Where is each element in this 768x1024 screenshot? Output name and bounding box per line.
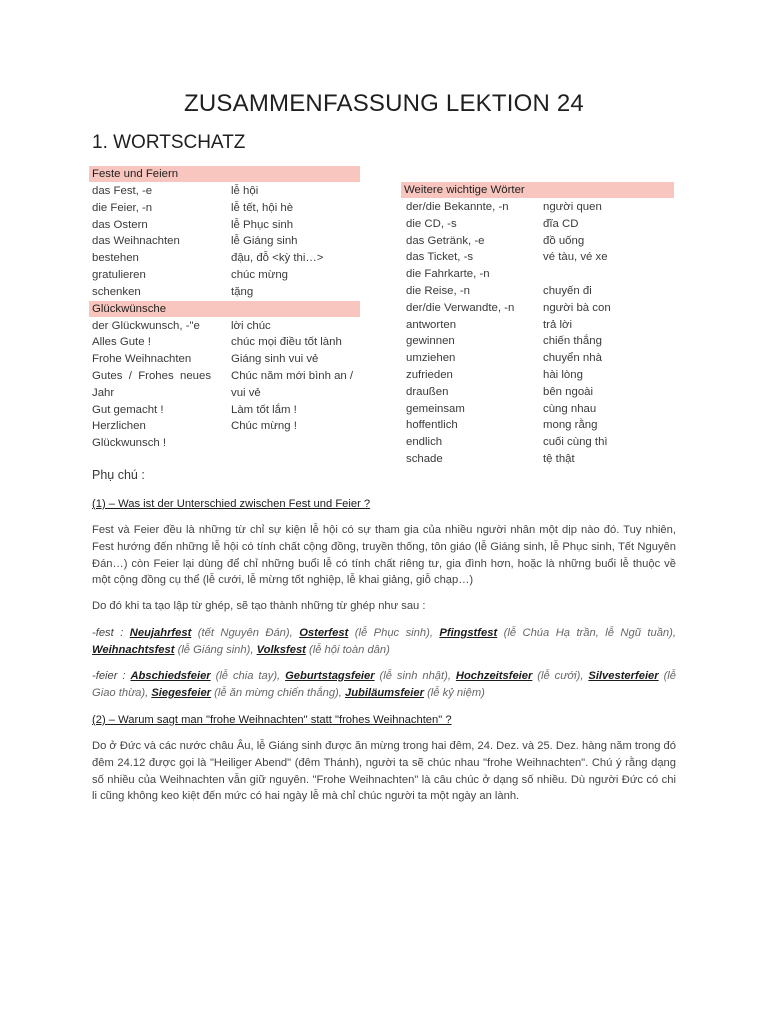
vocab-row <box>89 385 359 402</box>
compound-gloss: (lễ Phục sinh), <box>348 627 440 639</box>
paragraph-3: Do ở Đức và các nước châu Âu, lễ Giáng sinh được ăn mừng trong hai đêm, 24. Dez. và 25. Dez. hàng năm trong đó đêm 24.12 được gọi là "Heiliger Abend" (đêm Thánh), người ta sẽ chúc nhau "frohe Weihnachten". Chú ý rằng dạng số nhiều của Weihnachten vẫn giữ nguyên. "Frohe Weihnachten" là câu chúc ở dạng số nhiều. Dù người Đức có chi li cũng không keo kiệt đến mức có hai ngày lễ mà chỉ chúc người ta một ngày an lành. <box>92 740 676 803</box>
german-term: Herzlichen <box>92 420 146 433</box>
fest-compounds <box>92 625 676 659</box>
vocab-block-heading: Glückwünsche <box>89 301 360 317</box>
compound-word: Pfingstfest <box>439 627 498 639</box>
vocab-row <box>401 266 671 283</box>
compound-word: Osterfest <box>299 627 349 639</box>
vocab-row <box>89 351 359 368</box>
paragraph-2: Do đó khi ta tạo lập từ ghép, sẽ tạo thành những từ ghép như sau : <box>92 600 426 612</box>
german-term: Gut gemacht ! <box>92 403 164 416</box>
fest-lead: -fest : <box>92 627 130 639</box>
german-term: zufrieden <box>406 368 453 381</box>
compound-word: Siegesfeier <box>151 686 212 699</box>
compound-gloss: (lễ hội toàn dân) <box>305 643 390 656</box>
vietnamese-term: chúc mọi điều tốt lành <box>231 336 342 349</box>
compound-gloss: (lễ ăn mừng chiến thắng), <box>211 686 345 699</box>
vocab-row <box>89 267 359 284</box>
compound-word: Volksfest <box>256 643 306 656</box>
vocab-row <box>89 250 359 267</box>
german-term: Alles Gute ! <box>92 336 151 349</box>
german-term: Frohe Weihnachten <box>92 353 192 366</box>
vietnamese-term <box>543 266 671 283</box>
vietnamese-term: mong rằng <box>543 419 598 432</box>
vocab-column-left <box>89 166 359 452</box>
vocab-row <box>401 199 671 216</box>
feier-compounds <box>92 668 676 702</box>
compound-gloss: (tết Nguyên Đán), <box>191 627 300 639</box>
section-heading: 1. WORTSCHATZ <box>92 132 246 153</box>
compound-gloss: (lễ Giáng sinh), <box>174 643 257 656</box>
vietnamese-term: trả lời <box>543 318 572 331</box>
vocab-block-heading: Weitere wichtige Wörter <box>401 182 674 198</box>
vietnamese-term: chúc mừng <box>231 268 289 281</box>
german-term: draußen <box>406 385 449 398</box>
vietnamese-term: người quen <box>543 201 602 213</box>
vietnamese-term: Làm tốt lắm ! <box>231 403 297 416</box>
vocab-row <box>89 233 359 250</box>
vietnamese-term: lễ Phục sinh <box>231 218 294 231</box>
vietnamese-term: người bà con <box>543 301 611 314</box>
vietnamese-term: đồ uống <box>543 234 585 247</box>
vocab-row <box>89 200 359 217</box>
vocab-row <box>89 183 359 200</box>
vietnamese-term <box>231 435 359 452</box>
german-term: der/die Bekannte, -n <box>406 201 509 213</box>
vocab-row <box>401 434 671 451</box>
vietnamese-term: lễ tết, hội hè <box>231 201 294 214</box>
compound-gloss: (lễ Chúa Hạ trần, lễ Ngũ tuần), <box>497 627 676 639</box>
german-term: gewinnen <box>406 335 455 348</box>
vietnamese-term: cuối cùng thì <box>543 436 608 449</box>
german-term: hoffentlich <box>406 419 458 432</box>
german-term: die CD, -s <box>406 217 457 230</box>
compound-gloss: (lễ kỷ niệm) <box>423 686 485 699</box>
compound-word: Geburtstagsfeier <box>285 670 375 682</box>
paragraph-1: Fest và Feier đều là những từ chỉ sự kiện lễ hội có sự tham gia của nhiều người nhân một dịp nào đó. Tuy nhiên, Fest hướng đến những lễ hội có tính chất cộng đồng, truyền thống, tôn giáo (lễ Giáng sinh, lễ Phục sinh, Tết Nguyên Đán…) còn Feier lại dùng để chỉ những buổi lễ có tính chất riêng tư, gia đình hơn, hoặc là những buổi lễ thuộc về một cộng đồng cụ thể (lễ cưới, lễ mừng tốt nghiệp, lễ khai giảng, giỗ chạp…) <box>92 524 676 587</box>
vietnamese-term: chuyến đi <box>543 284 592 297</box>
german-term: endlich <box>406 436 443 449</box>
german-term: das Getränk, -e <box>406 234 485 247</box>
question-2 <box>92 712 676 729</box>
vietnamese-term: lễ hội <box>231 185 259 197</box>
compound-word: Abschiedsfeier <box>130 670 211 682</box>
german-term: Jahr <box>92 386 115 399</box>
vocab-block-heading: Feste und Feiern <box>89 166 360 182</box>
page-title: ZUSAMMENFASSUNG LEKTION 24 <box>184 90 584 117</box>
vocab-row <box>401 233 671 250</box>
vocab-row <box>89 418 359 435</box>
german-term: gemeinsam <box>406 402 465 415</box>
vocab-row <box>401 350 671 367</box>
vietnamese-term: đĩa CD <box>543 217 579 230</box>
question-2-text: (2) – Warum sagt man "frohe Weihnachten" statt "frohes Weihnachten" ? <box>92 714 452 726</box>
vietnamese-term: tặng <box>231 285 254 298</box>
vocab-row <box>401 283 671 300</box>
vietnamese-term: hài lòng <box>543 368 583 381</box>
vocab-column-right <box>401 182 671 468</box>
vocab-row <box>401 451 671 468</box>
vietnamese-term: Chúc mừng ! <box>231 420 297 433</box>
vocab-row <box>401 417 671 434</box>
vocab-row <box>89 334 359 351</box>
vocab-row <box>89 284 359 301</box>
vietnamese-term: lời chúc <box>231 319 271 332</box>
german-term: Glückwunsch ! <box>92 437 167 450</box>
compound-word: Silvesterfeier <box>588 670 659 682</box>
feier-lead: -feier : <box>92 670 131 682</box>
german-term: schenken <box>92 285 141 298</box>
german-term: schade <box>406 452 443 465</box>
question-1-text: (1) – Was ist der Unterschied zwischen Fest und Feier ? <box>92 498 371 510</box>
vietnamese-term: chiến thắng <box>543 335 602 348</box>
vocab-row <box>401 300 671 317</box>
compound-gloss: (lễ chia tay), <box>210 670 286 682</box>
german-term: die Reise, -n <box>406 284 470 297</box>
compound-word: Hochzeitsfeier <box>455 670 533 682</box>
vocab-row <box>89 318 359 335</box>
vietnamese-term: Chúc năm mới bình an / <box>231 369 354 382</box>
vocab-row <box>401 317 671 334</box>
german-term: das Fest, -e <box>92 185 153 197</box>
vietnamese-term: Giáng sinh vui vẻ <box>231 353 319 366</box>
compound-gloss: (lễ sinh nhật), <box>374 670 456 682</box>
german-term: bestehen <box>92 252 139 265</box>
german-term: Gutes / Frohes neues <box>92 369 212 382</box>
vietnamese-term: vé tàu, vé xe <box>543 251 608 264</box>
german-term: der/die Verwandte, -n <box>406 301 515 314</box>
compound-word: Weihnachtsfest <box>92 643 175 656</box>
german-term: umziehen <box>406 352 456 365</box>
vocab-row <box>401 216 671 233</box>
german-term: gratulieren <box>92 268 146 281</box>
compound-gloss: (lễ Giao thừa), <box>92 670 676 699</box>
compound-word: Jubiläumsfeier <box>345 686 424 699</box>
vocab-row <box>401 333 671 350</box>
german-term: das Ticket, -s <box>406 251 474 264</box>
german-term: antworten <box>406 318 457 331</box>
notes-label: Phụ chú : <box>92 468 145 482</box>
vietnamese-term: đậu, đỗ <kỳ thi…> <box>231 252 324 265</box>
german-term: der Glückwunsch, -"e <box>92 319 200 332</box>
german-term: das Ostern <box>92 218 148 231</box>
vocab-row <box>401 367 671 384</box>
vocab-row <box>89 435 359 452</box>
vietnamese-term: vui vẻ <box>231 386 261 399</box>
vietnamese-term: tệ thật <box>543 452 575 465</box>
compound-word: Neujahrfest <box>129 627 192 639</box>
vietnamese-term: cùng nhau <box>543 402 597 415</box>
vietnamese-term: bên ngoài <box>543 385 594 398</box>
german-term: die Fahrkarte, -n <box>406 268 490 281</box>
question-1 <box>92 496 676 513</box>
vocab-row <box>401 401 671 418</box>
german-term: die Feier, -n <box>92 201 153 214</box>
vocab-row <box>89 368 359 385</box>
vocab-row <box>401 249 671 266</box>
vocab-row <box>89 217 359 234</box>
vocab-row <box>401 384 671 401</box>
compound-gloss: (lễ cưới), <box>532 670 589 682</box>
vocab-row <box>89 402 359 419</box>
vietnamese-term: lễ Giáng sinh <box>231 235 298 248</box>
german-term: das Weihnachten <box>92 235 180 248</box>
vietnamese-term: chuyển nhà <box>543 352 602 365</box>
